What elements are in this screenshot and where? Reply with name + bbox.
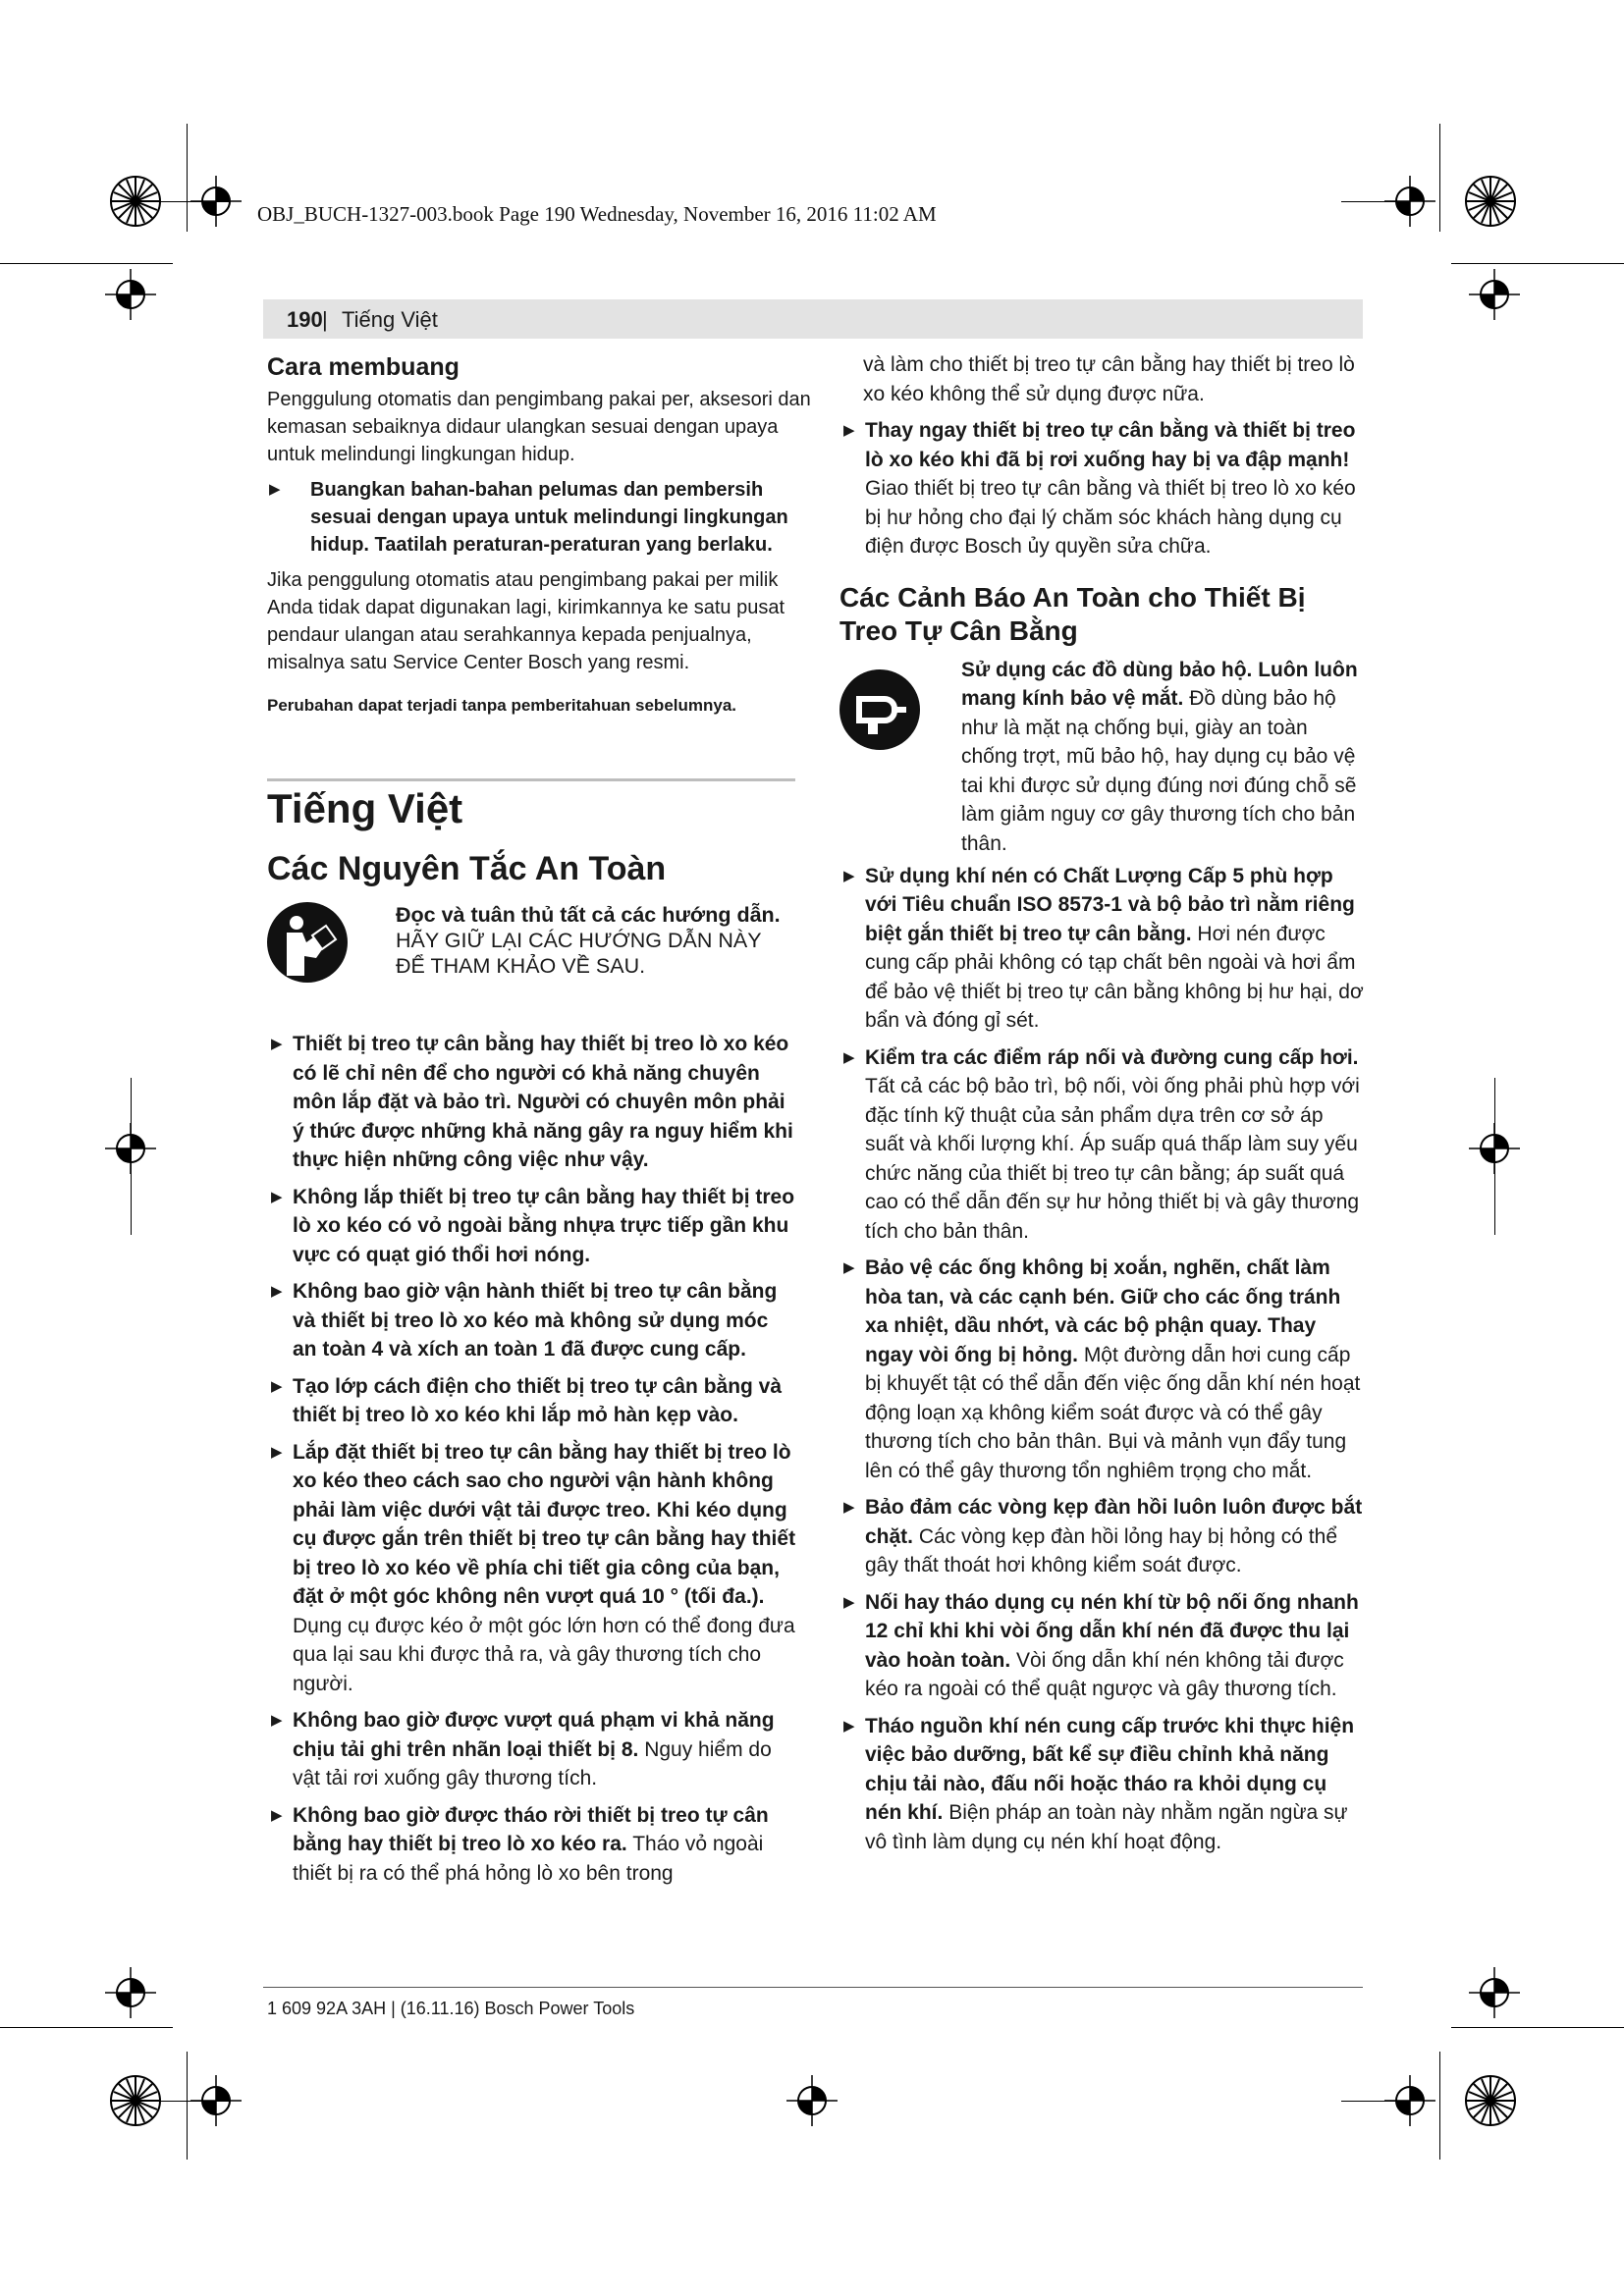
- read-manual-icon: [267, 902, 348, 983]
- header-separator: |: [322, 307, 328, 332]
- starburst-mark-bottom-left: [111, 2076, 160, 2125]
- list-item: ▶ Nối hay tháo dụng cụ nén khí từ bộ nối ống nhanh 12 chỉ khi khi vòi ống dẫn khí nén đã được thu lại vào hoàn toàn. Vòi ống dẫn khí nén không tải được kéo ra ngoài có thể quật ngược và gây thương tích.: [839, 1588, 1368, 1704]
- page-footer: 1 609 92A 3AH | (16.11.16) Bosch Power Tools: [267, 1999, 635, 2018]
- eye-protection-icon: [839, 669, 920, 750]
- list-item: ▶ Tháo nguồn khí nén cung cấp trước khi thực hiện việc bảo dưỡng, bất kể sự điều chỉnh khả năng chịu tải nào, đấu nối hoặc tháo ra khỏi dụng cụ nén khí. Biện pháp an toàn này nhằm ngăn ngừa sự vô tình làm dụng cụ nén khí hoạt động.: [839, 1712, 1368, 1857]
- crosshair-mark-top-right: [1384, 176, 1435, 227]
- crosshair-mark-right-upper: [1469, 269, 1520, 320]
- disposal-bullet-text: Buangkan bahan-bahan pelumas dan pembersih sesuai dengan upaya untuk melindungi lingkungan hidup. Taatilah peraturan-peraturan yang berlaku.: [310, 479, 788, 556]
- header-language: Tiếng Việt: [342, 307, 438, 332]
- ppe-rest: Đồ dùng bảo hộ như là mặt nạ chống bụi, giày an toàn chống trợt, mũ bảo hộ, hay dụng cụ bảo vệ tai khi được sử dụng đúng nơi đúng chỗ sẽ làm giảm nguy cơ gây thương tích cho bản thân.: [961, 687, 1357, 855]
- continued-text: và làm cho thiết bị treo tự cân bằng hay thiết bị treo lò xo kéo không thể sử dụng được nữa.: [863, 353, 1355, 405]
- section-title: Các Cảnh Báo An Toàn cho Thiết Bị Treo Tự Cân Bằng: [839, 581, 1306, 646]
- footer-rule: [263, 1987, 1363, 1988]
- bullet-triangle-icon: ▶: [269, 481, 281, 498]
- bullet-triangle-icon: ▶: [271, 1283, 283, 1300]
- list-item: ▶ Bảo vệ các ống không bị xoắn, nghẽn, chất làm hòa tan, và các cạnh bén. Giữ cho các ống tránh xa nhiệt, dầu nhớt, và các bộ phận quay. Thay ngay vòi ống bị hỏng. Một đường dẫn hơi cung cấp bị khuyết tật có thể dẫn đến việc ống dẫn khí nén hoạt động loạn xạ không kiểm soát được và có thể gây thương tích cho bản thân. Bụi và mảnh vụn đẩy tung lên có thể gây thương tổn nghiêm trọng cho mắt.: [839, 1254, 1368, 1485]
- language-title: Tiếng Việt: [267, 785, 463, 831]
- right-column: [839, 350, 1368, 1856]
- list-item: ▶ Không bao giờ được vượt quá phạm vi khả năng chịu tải ghi trên nhãn loại thiết bị 8. Nguy hiểm do vật tải rơi xuống gây thương tích.: [267, 1706, 797, 1793]
- right-bullet-list: [839, 862, 1368, 1857]
- ppe-text: [961, 656, 1368, 859]
- disposal-bullet: [267, 476, 813, 559]
- list-item: ▶ Thay ngay thiết bị treo tự cân bằng và thiết bị treo lò xo kéo khi đã bị rơi xuống hay bị va đập mạnh! Giao thiết bị treo tự cân bằng và thiết bị treo lò xo kéo bị hư hỏng cho đại lý chăm sóc khách hàng dụng cụ điện được Bosch ủy quyền sửa chữa.: [839, 416, 1368, 561]
- list-item: ▶ Lắp đặt thiết bị treo tự cân bằng hay thiết bị treo lò xo kéo theo cách sao cho người vận hành không phải làm việc dưới vật tải được treo. Khi kéo dụng cụ được gắn trên thiết bị treo tự cân bằng hay thiết bị treo lò xo kéo về phía chi tiết gia công của bạn, đặt ở một góc không nên vượt quá 10 ° (tối đa.). Dụng cụ được kéo ở một góc lớn hơn có thể đong đưa qua lại sau khi được thả ra, và gây thương tích cho người.: [267, 1438, 797, 1699]
- bullet-triangle-icon: ▶: [843, 1717, 855, 1735]
- list-item: ▶ Không bao giờ vận hành thiết bị treo tự cân bằng và thiết bị treo lò xo kéo mà không sử dụng móc an toàn 4 và xích an toàn 1 đã được cung cấp.: [267, 1277, 797, 1364]
- crosshair-mark-top-left: [190, 176, 242, 227]
- safety-title: Các Nguyên Tắc An Toàn: [267, 850, 667, 887]
- crosshair-mark-left-lower: [105, 1967, 156, 2018]
- bullet-triangle-icon: ▶: [843, 422, 855, 439]
- bullet-triangle-icon: ▶: [843, 1499, 855, 1516]
- crosshair-mark-right-middle: [1469, 1123, 1520, 1174]
- list-item: ▶ Sử dụng khí nén có Chất Lượng Cấp 5 phù hợp với Tiêu chuẩn ISO 8573-1 và bộ bảo trì nằm riêng biệt gắn thiết bị treo tự cân bằng. Hơi nén được cung cấp phải không có tạp chất bên ngoài và hơi ẩm để bảo vệ thiết bị treo tự cân bằng không bị hư hại, dơ bẩn và đóng gỉ sét.: [839, 862, 1368, 1036]
- bullet-triangle-icon: ▶: [271, 1188, 283, 1205]
- list-item: ▶ Tạo lớp cách điện cho thiết bị treo tự cân bằng và thiết bị treo lò xo kéo khi lắp mỏ hàn kẹp vào.: [267, 1372, 797, 1430]
- crosshair-mark-left-upper: [105, 269, 156, 320]
- crosshair-mark-bottom-left: [190, 2075, 242, 2126]
- starburst-mark-top-left: [111, 177, 160, 226]
- bullet-triangle-icon: ▶: [271, 1036, 283, 1052]
- list-item: ▶ Không bao giờ được tháo rời thiết bị treo tự cân bằng hay thiết bị treo lò xo kéo ra. Tháo vỏ ngoài thiết bị ra có thể phá hỏng lò xo bên trong: [267, 1801, 797, 1889]
- starburst-mark-top-right: [1466, 177, 1515, 226]
- ppe-block: [839, 656, 1368, 855]
- read-instructions-text: [396, 902, 793, 979]
- disposal-paragraph-2: Jika penggulung otomatis atau pengimbang pakai per milik Anda tidak dapat digunakan lagi, kirimkannya ke satu pusat pendaur ulangan atau serahkannya kepada penjualnya, misalnya satu Service Center Bosch yang resmi.: [267, 569, 785, 673]
- read-instructions-bold: Đọc và tuân thủ tất cả các hướng dẫn.: [396, 903, 781, 927]
- disposal-paragraph-1: Penggulung otomatis dan pengimbang pakai per, aksesori dan kemasan sebaiknya didaur ulangkan sesuai dengan upaya untuk melindungi lingkungan hidup.: [267, 389, 811, 465]
- list-item: ▶ Bảo đảm các vòng kẹp đàn hồi luôn luôn được bắt chặt. Các vòng kẹp đàn hồi lỏng hay bị hỏng có thể gây thất thoát hơi không kiểm soát được.: [839, 1493, 1368, 1580]
- crosshair-mark-bottom-right: [1384, 2075, 1435, 2126]
- bullet-triangle-icon: ▶: [843, 1048, 855, 1066]
- disposal-note: Perubahan dapat terjadi tanpa pemberitahuan sebelumnya.: [267, 696, 737, 715]
- bullet-triangle-icon: ▶: [271, 1443, 283, 1461]
- crosshair-mark-bottom-center: [786, 2075, 838, 2126]
- bullet-triangle-icon: ▶: [843, 1259, 855, 1276]
- bullet-triangle-icon: ▶: [271, 1806, 283, 1824]
- section-rule: [267, 778, 795, 781]
- left-column-vi: [267, 785, 797, 1888]
- bullet-triangle-icon: ▶: [271, 1377, 283, 1395]
- left-bullet-list: [267, 1030, 797, 1888]
- starburst-mark-bottom-right: [1466, 2076, 1515, 2125]
- list-item: ▶ Không lắp thiết bị treo tự cân bằng hay thiết bị treo lò xo kéo có vỏ ngoài bằng nhựa trực tiếp gần khu vực có quạt gió thổi hơi nóng.: [267, 1183, 797, 1270]
- book-print-info: OBJ_BUCH-1327-003.book Page 190 Wednesday, November 16, 2016 11:02 AM: [257, 202, 937, 226]
- crosshair-mark-right-lower: [1469, 1967, 1520, 2018]
- left-column: [267, 353, 813, 716]
- list-item: ▶ Thiết bị treo tự cân bằng hay thiết bị treo lò xo kéo có lẽ chỉ nên để cho người có khả năng chuyên môn lắp đặt và bảo trì. Người có chuyên môn phải ý thức được những khả năng gây ra nguy hiểm khi thực hiện những công việc như vậy.: [267, 1030, 797, 1175]
- bullet-triangle-icon: ▶: [843, 1593, 855, 1611]
- page-number: 190: [287, 307, 323, 332]
- crosshair-mark-left-middle: [105, 1123, 156, 1174]
- list-item: ▶ Kiểm tra các điểm ráp nối và đường cung cấp hơi. Tất cả các bộ bảo trì, bộ nối, vòi ống phải phù hợp với đặc tính kỹ thuật của sản phẩm dựa trên cơ sở áp suất và khối lượng khí. Áp suấp quá thấp làm suy yếu chức năng của thiết bị treo tự cân bằng; áp suất quá cao có thể dẫn đến sự hư hỏng thiết bị và gây thương tích cho bản thân.: [839, 1043, 1368, 1247]
- read-instructions-rest: HÃY GIỮ LẠI CÁC HƯỚNG DẪN NÀY ĐỂ THAM KHẢO VỀ SAU.: [396, 929, 762, 978]
- ppe-bold: Sử dụng các đồ dùng bảo hộ. Luôn luôn mang kính bảo vệ mắt.: [961, 658, 1358, 710]
- bullet-triangle-icon: ▶: [843, 867, 855, 884]
- bullet-triangle-icon: ▶: [271, 1712, 283, 1729]
- read-instructions-block: [267, 902, 797, 1026]
- page-header: [263, 299, 1363, 339]
- disposal-heading: Cara membuang: [267, 353, 460, 381]
